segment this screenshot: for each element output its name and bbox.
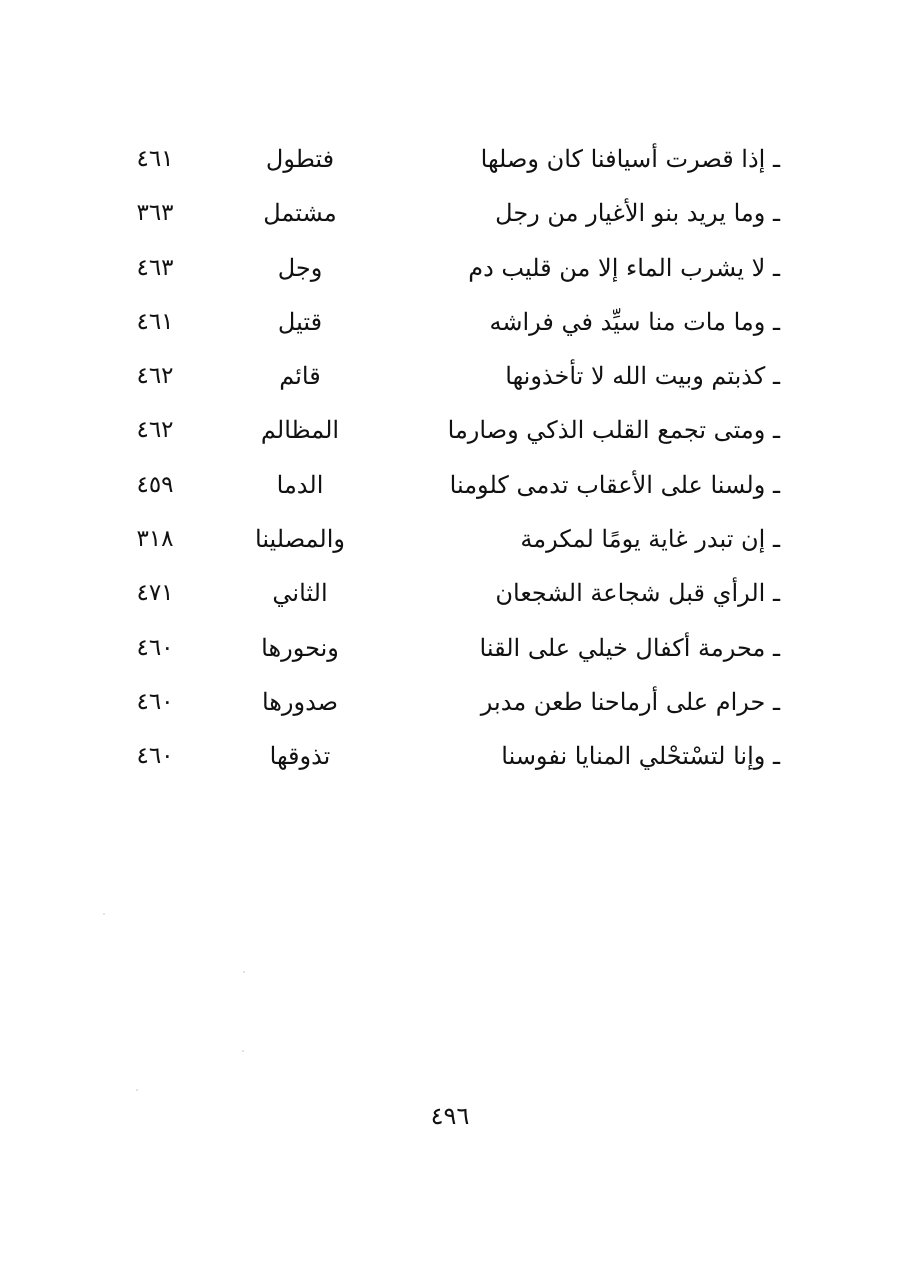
rhyme-word: وجل [277, 253, 323, 282]
verse-text: ـ وما مات منا سيِّد في فراشه [489, 307, 780, 336]
index-row [0, 458, 900, 512]
page-reference: ٤٦٢ [136, 417, 174, 444]
index-row [0, 241, 900, 295]
verse-text: ـ محرمة أكفال خيلي على القنا [479, 633, 780, 662]
page-reference: ٤٦٠ [136, 688, 174, 715]
rhyme-word: صدورها [261, 687, 339, 716]
index-row [0, 186, 900, 240]
index-row [0, 403, 900, 457]
index-row [0, 675, 900, 729]
verse-index-list [0, 132, 900, 784]
verse-text: ـ حرام على أرماحنا طعن مدبر [480, 687, 780, 716]
verse-text: ـ إن تبدر غاية يومًا لمكرمة [520, 525, 780, 554]
scan-speck [242, 1050, 244, 1052]
page-reference: ٤٦٠ [136, 634, 174, 661]
scan-speck [136, 1089, 138, 1091]
verse-text: ـ ولسنا على الأعقاب تدمى كلومنا [449, 470, 780, 499]
index-row [0, 621, 900, 675]
page-reference: ٤٧١ [136, 580, 174, 607]
index-row [0, 132, 900, 186]
index-row [0, 295, 900, 349]
index-row [0, 512, 900, 566]
verse-text: ـ وما يريد بنو الأغيار من رجل [495, 199, 780, 228]
page-reference: ٤٦١ [136, 308, 174, 335]
page-number: ٤٩٦ [430, 1102, 470, 1130]
index-row [0, 566, 900, 620]
page-reference: ٤٦٠ [136, 743, 174, 770]
verse-text: ـ لا يشرب الماء إلا من قليب دم [468, 253, 780, 282]
rhyme-word: فتطول [265, 145, 335, 173]
verse-text: ـ ومتى تجمع القلب الذكي وصارما [447, 416, 780, 445]
verse-text: ـ كذبتم وبيت الله لا تأخذونها [505, 362, 780, 391]
rhyme-word: والمصلينا [255, 525, 345, 554]
page-reference: ٤٥٩ [136, 471, 174, 498]
verse-text: ـ إذا قصرت أسيافنا كان وصلها [480, 145, 780, 173]
rhyme-word: قتيل [277, 307, 323, 336]
rhyme-word: المظالم [260, 416, 340, 445]
rhyme-word: ونحورها [261, 633, 339, 662]
page-reference: ٤٦٣ [136, 254, 174, 281]
page-reference: ٣٦٣ [136, 200, 174, 227]
rhyme-word: الثاني [272, 579, 328, 608]
page-reference: ٤٦١ [136, 146, 174, 172]
rhyme-word: قائم [279, 362, 321, 391]
rhyme-word: مشتمل [263, 199, 337, 228]
page-reference: ٤٦٢ [136, 363, 174, 390]
verse-text: ـ وإنا لتسْتحْلي المنايا نفوسنا [501, 742, 780, 771]
page-reference: ٣١٨ [136, 526, 174, 553]
index-row [0, 729, 900, 783]
rhyme-word: تذوقها [269, 742, 331, 771]
rhyme-word: الدما [276, 470, 324, 499]
scan-speck [103, 913, 105, 915]
verse-text: ـ الرأي قبل شجاعة الشجعان [495, 579, 780, 608]
index-row [0, 349, 900, 403]
scan-speck [243, 971, 245, 973]
